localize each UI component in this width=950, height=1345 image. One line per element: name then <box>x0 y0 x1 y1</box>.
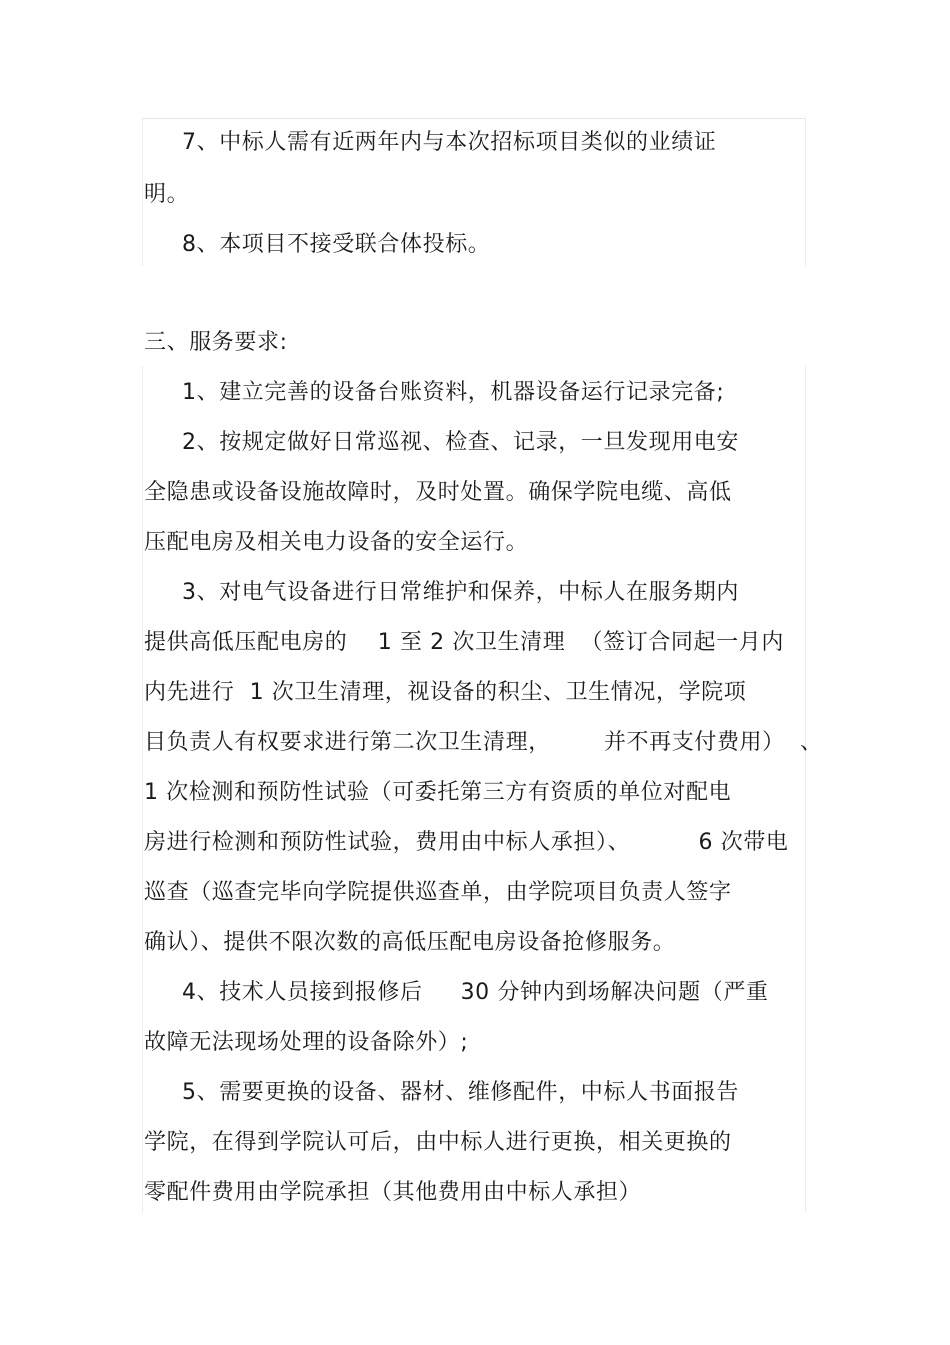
service-line: 确认）、提供不限次数的高低压配电房设备抢修服务。 <box>144 930 676 955</box>
service-line: 房进行检测和预防性试验，费用由中标人承担）、 6 次带电 <box>144 830 789 855</box>
service-line: 1 次检测和预防性试验（可委托第三方有资质的单位对配电 <box>144 780 732 805</box>
service-line: 1、建立完善的设备台账资料，机器设备运行记录完备; <box>182 380 725 405</box>
item-7-line-2: 明。 <box>144 182 190 207</box>
service-line: 3、对电气设备进行日常维护和保养，中标人在服务期内 <box>182 580 739 605</box>
service-line: 巡查（巡查完毕向学院提供巡查单，由学院项目负责人签字 <box>144 880 732 905</box>
service-line: 压配电房及相关电力设备的安全运行。 <box>144 530 529 555</box>
item-7-line-1: 7、中标人需有近两年内与本次招标项目类似的业绩证 <box>182 130 717 155</box>
service-line: 5、需要更换的设备、器材、维修配件，中标人书面报告 <box>182 1080 739 1105</box>
service-line: 故障无法现场处理的设备除外）; <box>144 1030 469 1055</box>
service-line: 内先进行 1 次卫生清理，视设备的积尘、卫生情况，学院项 <box>144 680 747 705</box>
service-line: 学院，在得到学院认可后，由中标人进行更换，相关更换的 <box>144 1130 732 1155</box>
service-line: 提供高低压配电房的 1 至 2 次卫生清理 （签订合同起一月内 <box>144 630 784 655</box>
service-line: 零配件费用由学院承担（其他费用由中标人承担） <box>144 1180 642 1205</box>
service-line: 全隐患或设备设施故障时，及时处置。确保学院电缆、高低 <box>144 480 732 505</box>
service-line: 目负责人有权要求进行第二次卫生清理， 并不再支付费用） 、 <box>144 730 823 755</box>
service-line: 2、按规定做好日常巡视、检查、记录，一旦发现用电安 <box>182 430 739 455</box>
item-8: 8、本项目不接受联合体投标。 <box>182 232 491 257</box>
service-line: 4、技术人员接到报修后 30 分钟内到场解决问题（严重 <box>182 980 769 1005</box>
section-3-heading: 三、服务要求: <box>144 330 288 355</box>
